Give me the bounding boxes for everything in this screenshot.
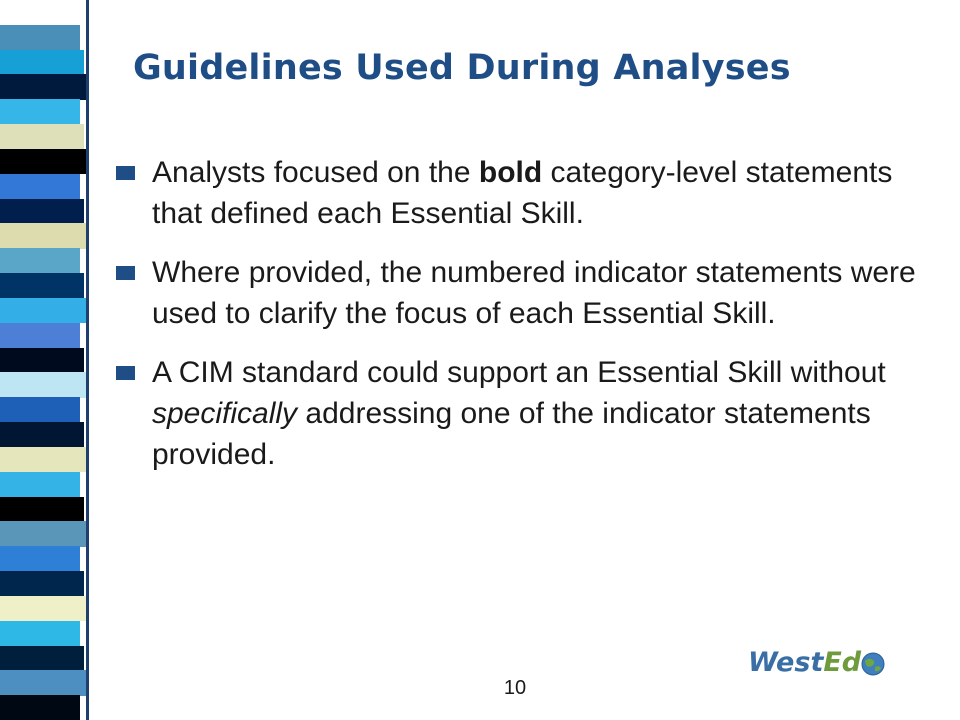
stripe-segment (0, 695, 80, 720)
stripe-segment (0, 99, 80, 124)
bullet-text (152, 152, 936, 234)
stripe-edge (86, 0, 89, 720)
bullet-text (152, 352, 936, 475)
stripe-segment (0, 223, 86, 248)
slide-title: Guidelines Used During Analyses (133, 48, 791, 88)
stripe-segment (0, 422, 84, 447)
bullet-text (152, 252, 936, 334)
bullet-item (116, 252, 936, 334)
stripe-segment (0, 646, 84, 671)
stripe-segment (0, 74, 86, 99)
bullet-square-icon (116, 166, 135, 180)
page-number: 10 (503, 677, 527, 699)
logo-wordmark: WestEd (748, 647, 862, 678)
stripe-segment (0, 521, 86, 546)
stripe-segment (0, 0, 86, 25)
stripe-segment (0, 397, 80, 422)
wested-logo (748, 647, 888, 687)
stripe-segment (0, 323, 80, 348)
bullet-text-run: Analysts focused on the (152, 156, 479, 189)
stripe-segment (0, 447, 86, 472)
bullet-text-run: addressing one of the indicator statements provided. (152, 397, 880, 471)
stripe-segment (0, 273, 84, 298)
stripe-segment (0, 298, 86, 323)
stripe-segment (0, 546, 80, 571)
stripe-segment (0, 497, 84, 522)
stripe-segment (0, 25, 80, 50)
stripe-segment (0, 621, 80, 646)
stripe-segment (0, 50, 84, 75)
stripe-segment (0, 124, 84, 149)
stripe-segment (0, 149, 86, 174)
globe-icon (860, 651, 886, 677)
stripe-segment (0, 372, 86, 397)
bullet-text-run: Where provided, the numbered indicator statements were used to clarify the focus of each Essential Skill. (152, 256, 925, 330)
stripe-segment (0, 199, 84, 224)
bullet-item (116, 352, 936, 475)
stripe-segment (0, 571, 84, 596)
stripe-segment (0, 174, 80, 199)
bullet-square-icon (116, 366, 135, 380)
stripe-segment (0, 248, 80, 273)
stripe-segment (0, 348, 84, 373)
stripe-segment (0, 670, 86, 695)
decorative-stripe-bar (0, 0, 110, 720)
bullet-list (116, 152, 936, 493)
bullet-text-run: specifically (152, 397, 298, 430)
bullet-item (116, 152, 936, 234)
bullet-text-run: A CIM standard could support an Essential Skill without (152, 356, 895, 389)
stripe-segment (0, 596, 86, 621)
bullet-text-run: bold (478, 156, 543, 189)
bullet-text-run: category-level statements that defined each Essential Skill. (152, 156, 901, 230)
bullet-square-icon (116, 266, 135, 280)
stripe-segment (0, 472, 80, 497)
